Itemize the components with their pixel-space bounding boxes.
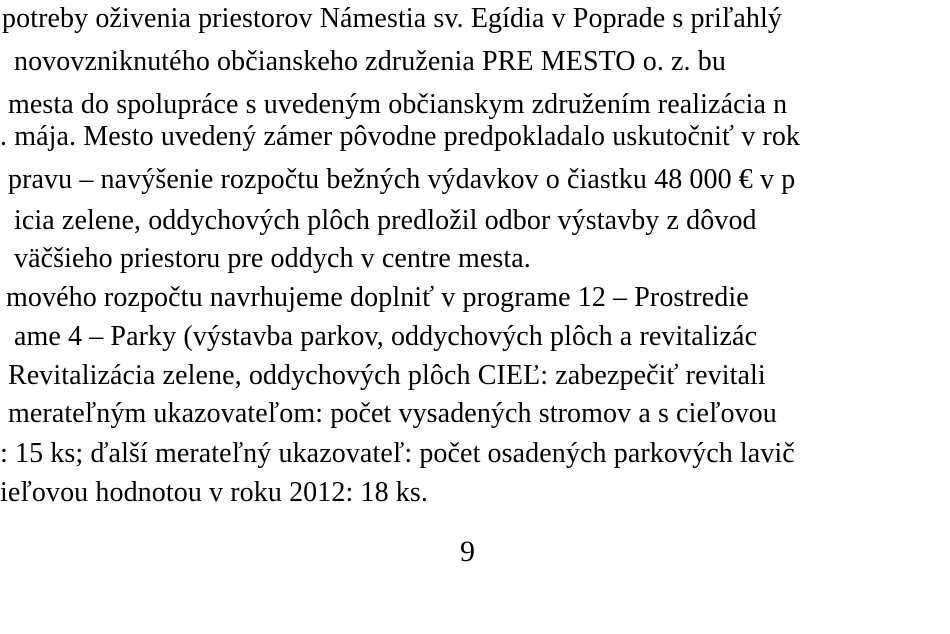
text-line-12: : 15 ks; ďalší merateľný ukazovateľ: počet osadených parkových lavič <box>0 438 795 469</box>
text-line-4: . mája. Mesto uvedený zámer pôvodne predpokladalo uskutočniť v rok <box>0 121 801 152</box>
text-line-10: Revitalizácia zelene, oddychových plôch CIEĽ: zabezpečiť revitali <box>8 360 766 391</box>
text-line-3: mesta do spolupráce s uvedeným občianskym združením realizácia n <box>8 89 788 120</box>
text-line-11: merateľným ukazovateľom: počet vysadených stromov a s cieľovou <box>8 398 777 429</box>
text-line-13: ieľovou hodnotou v roku 2012: 18 ks. <box>0 477 428 508</box>
text-line-8: mového rozpočtu navrhujeme doplniť v programe 12 – Prostredie <box>6 282 749 313</box>
page-number: 9 <box>460 535 475 568</box>
text-line-1: potreby oživenia priestorov Námestia sv. Egídia v Poprade s priľahlý <box>2 3 782 34</box>
text-line-2: novovzniknutého občianskeho združenia PRE MESTO o. z. bu <box>14 46 726 77</box>
text-line-5: pravu – navýšenie rozpočtu bežných výdavkov o čiastku 48 000 € v p <box>8 164 796 195</box>
text-line-6: icia zelene, oddychových plôch predložil odbor výstavby z dôvod <box>14 205 757 236</box>
text-line-7: väčšieho priestoru pre oddych v centre mesta. <box>14 243 531 274</box>
text-line-9: ame 4 – Parky (výstavba parkov, oddychových plôch a revitalizác <box>14 321 758 352</box>
